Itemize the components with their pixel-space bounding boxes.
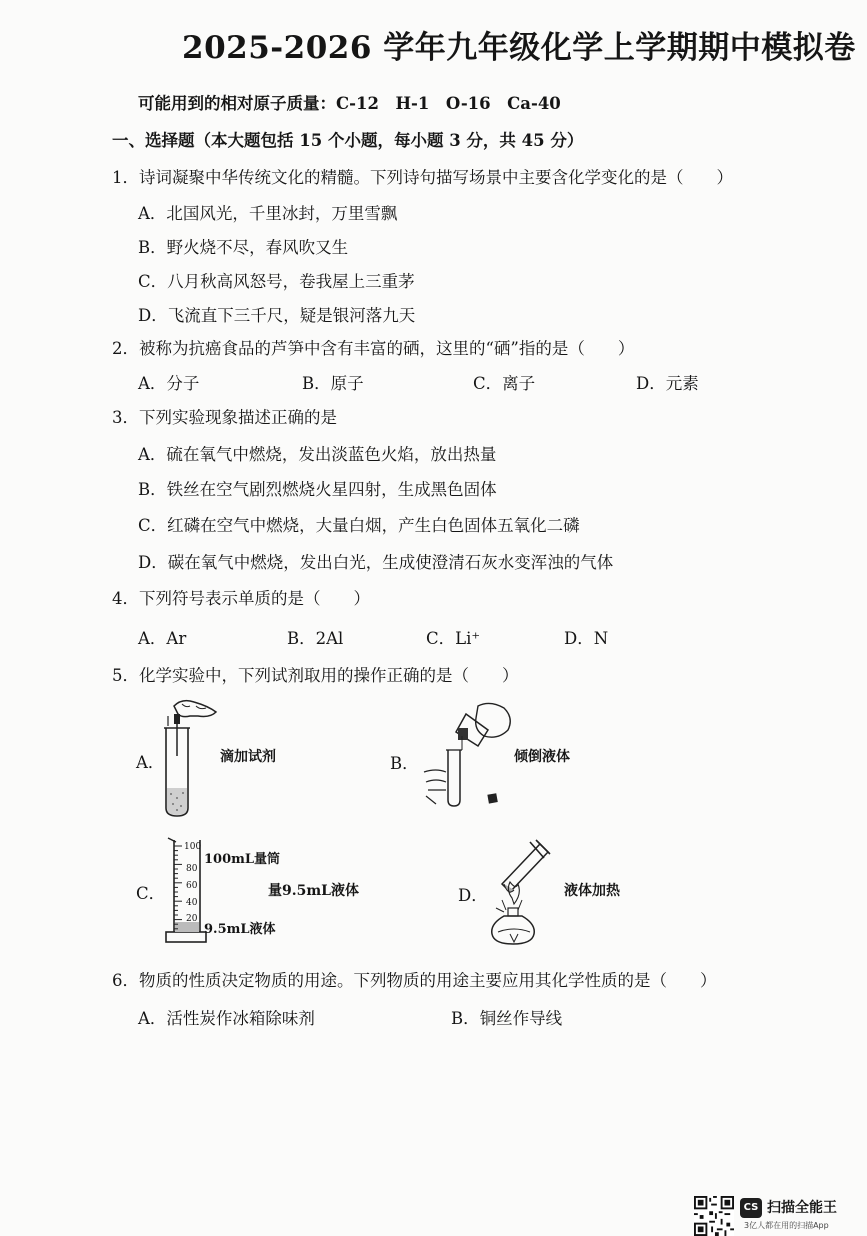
page-title: 2025-2026 学年九年级化学上学期期中模拟卷: [182, 30, 856, 66]
scanner-app-name: 扫描全能王: [767, 1200, 837, 1216]
camscanner-icon: CS: [740, 1198, 762, 1218]
question-4-option-a: A．Ar: [138, 629, 187, 648]
question-3-option-c: C．红磷在空气中燃烧，大量白烟，产生白色固体五氧化二磷: [138, 516, 580, 535]
figure-a-letter: A．: [136, 753, 165, 772]
question-2-stem: 2．被称为抗癌食品的芦笋中含有丰富的硒，这里的“硒”指的是（ ）: [112, 339, 635, 358]
question-3-option-b: B．铁丝在空气剧烈燃烧火星四射，生成黑色固体: [138, 480, 497, 499]
tick-label-20: 20: [186, 914, 198, 924]
question-4-option-c: C．Li⁺: [426, 629, 481, 648]
question-2-option-d: D．元素: [636, 374, 699, 393]
scanner-watermark: [694, 1196, 859, 1230]
figure-b-letter: B．: [390, 754, 419, 773]
scanner-app-tagline: 3亿人都在用的扫描App: [744, 1221, 829, 1230]
pouring-figure: [418, 700, 518, 812]
section-header: 一、选择题（本大题包括 15 个小题，每小题 3 分，共 45 分）: [112, 131, 584, 150]
question-1-option-a: A．北国风光，千里冰封，万里雪飘: [138, 204, 398, 223]
tick-label-100: 100: [184, 842, 202, 852]
cylinder-liquid-label: 9.5mL液体: [204, 922, 276, 937]
question-4-option-b: B．2Al: [287, 629, 344, 648]
dropper-figure: [160, 698, 220, 820]
figure-c-caption: 量9.5mL液体: [268, 883, 360, 899]
figure-b-caption: 倾倒液体: [514, 749, 570, 765]
question-4-option-d: D．N: [564, 629, 609, 648]
tick-label-60: 60: [186, 881, 198, 891]
question-3-option-a: A．硫在氧气中燃烧，发出淡蓝色火焰，放出热量: [138, 445, 497, 464]
tick-label-80: 80: [186, 864, 198, 874]
question-6-option-b: B．铜丝作导线: [451, 1009, 563, 1028]
graduated-cylinder-figure: [162, 836, 206, 946]
question-2-option-a: A．分子: [138, 374, 200, 393]
question-2-option-c: C．离子: [473, 374, 536, 393]
question-1-option-b: B．野火烧不尽，春风吹又生: [138, 238, 349, 257]
question-4-stem: 4．下列符号表示单质的是（ ）: [112, 589, 370, 608]
qr-code-icon: [694, 1196, 734, 1236]
figure-d-caption: 液体加热: [564, 883, 620, 899]
atomic-mass-note: 可能用到的相对原子质量：C-12 H-1 O-16 Ca-40: [138, 94, 561, 113]
alcohol-lamp-figure: [484, 838, 564, 950]
question-6-option-a: A．活性炭作冰箱除味剂: [138, 1009, 315, 1028]
cylinder-capacity-label: 100mL量筒: [204, 852, 281, 867]
question-1-stem: 1．诗词凝聚中华传统文化的精髓。下列诗句描写场景中主要含化学变化的是（ ）: [112, 168, 733, 187]
question-1-option-c: C．八月秋高风怒号，卷我屋上三重茅: [138, 272, 415, 291]
figure-c-letter: C．: [136, 884, 166, 903]
question-6-stem: 6．物质的性质决定物质的用途。下列物质的用途主要应用其化学性质的是（ ）: [112, 971, 717, 990]
figure-d-letter: D．: [458, 886, 488, 905]
question-3-option-d: D．碳在氧气中燃烧，发出白光，生成使澄清石灰水变浑浊的气体: [138, 553, 614, 572]
question-2-option-b: B．原子: [302, 374, 364, 393]
question-5-stem: 5．化学实验中，下列试剂取用的操作正确的是（ ）: [112, 666, 519, 685]
question-3-stem: 3．下列实验现象描述正确的是: [112, 408, 337, 427]
figure-a-caption: 滴加试剂: [220, 749, 276, 765]
question-1-option-d: D．飞流直下三千尺，疑是银河落九天: [138, 306, 416, 325]
tick-label-40: 40: [186, 898, 198, 908]
